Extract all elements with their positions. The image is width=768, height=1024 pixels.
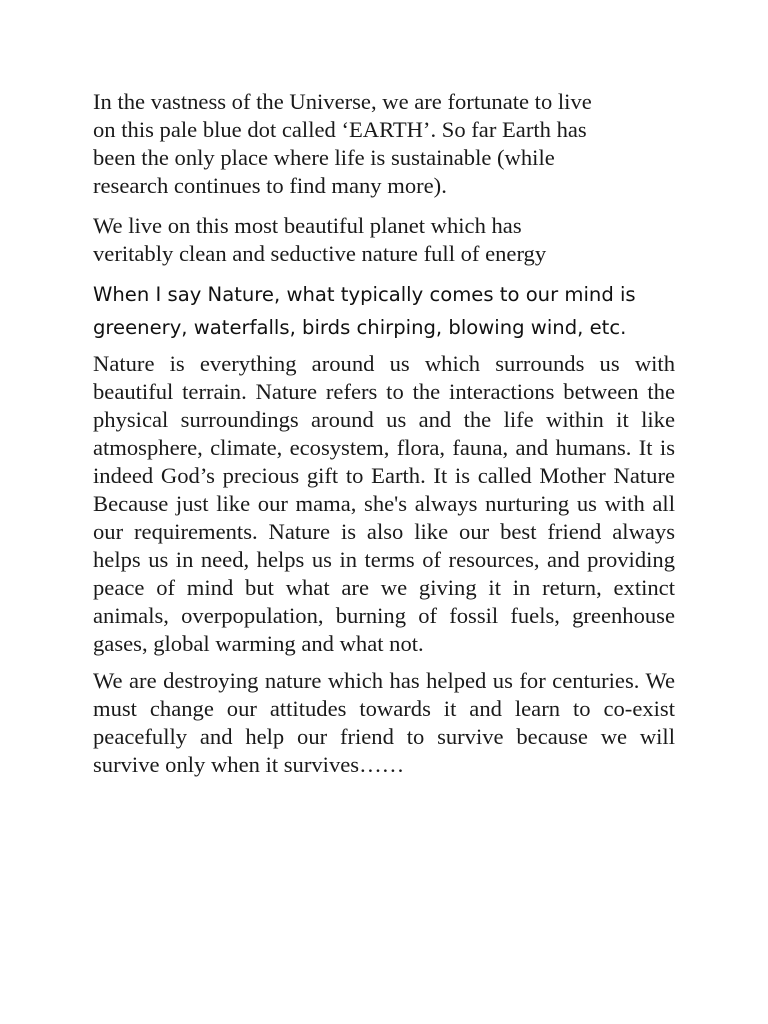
paragraph-beautiful-planet: We live on this most beautiful planet which has veritably clean and seductive nature full of energy [93, 213, 547, 266]
document-body [93, 88, 675, 779]
paragraph-nature-thoughts: When I say Nature, what typically comes to our mind is greenery, waterfalls, birds chirping, blowing wind, etc. [93, 283, 636, 339]
paragraph-nature-definition: Nature is everything around us which surrounds us with beautiful terrain. Nature refers to the interactions between the physical surroundings around us and the life within it like atmosphere, climate, ecosystem, flora, fauna, and humans. It is indeed God’s precious gift to Earth. It is called Mother Nature Because just like our mama, she's always nurturing us with all our requirements. Nature is also like our best friend always helps us in need, helps us in terms of resources, and providing peace of mind but what are we giving it in return, extinct animals, overpopulation, burning of fossil fuels, greenhouse gases, global warming and what not. [93, 351, 675, 656]
paragraph-conclusion: We are destroying nature which has helped us for centuries. We must change our attitudes towards it and learn to co-exist peacefully and help our friend to survive because we will survive only when it survives…… [93, 668, 675, 777]
paragraph-intro: In the vastness of the Universe, we are fortunate to live on this pale blue dot called ‘EARTH’. So far Earth has been the only place where life is sustainable (while research continues to find many more). [93, 89, 592, 198]
